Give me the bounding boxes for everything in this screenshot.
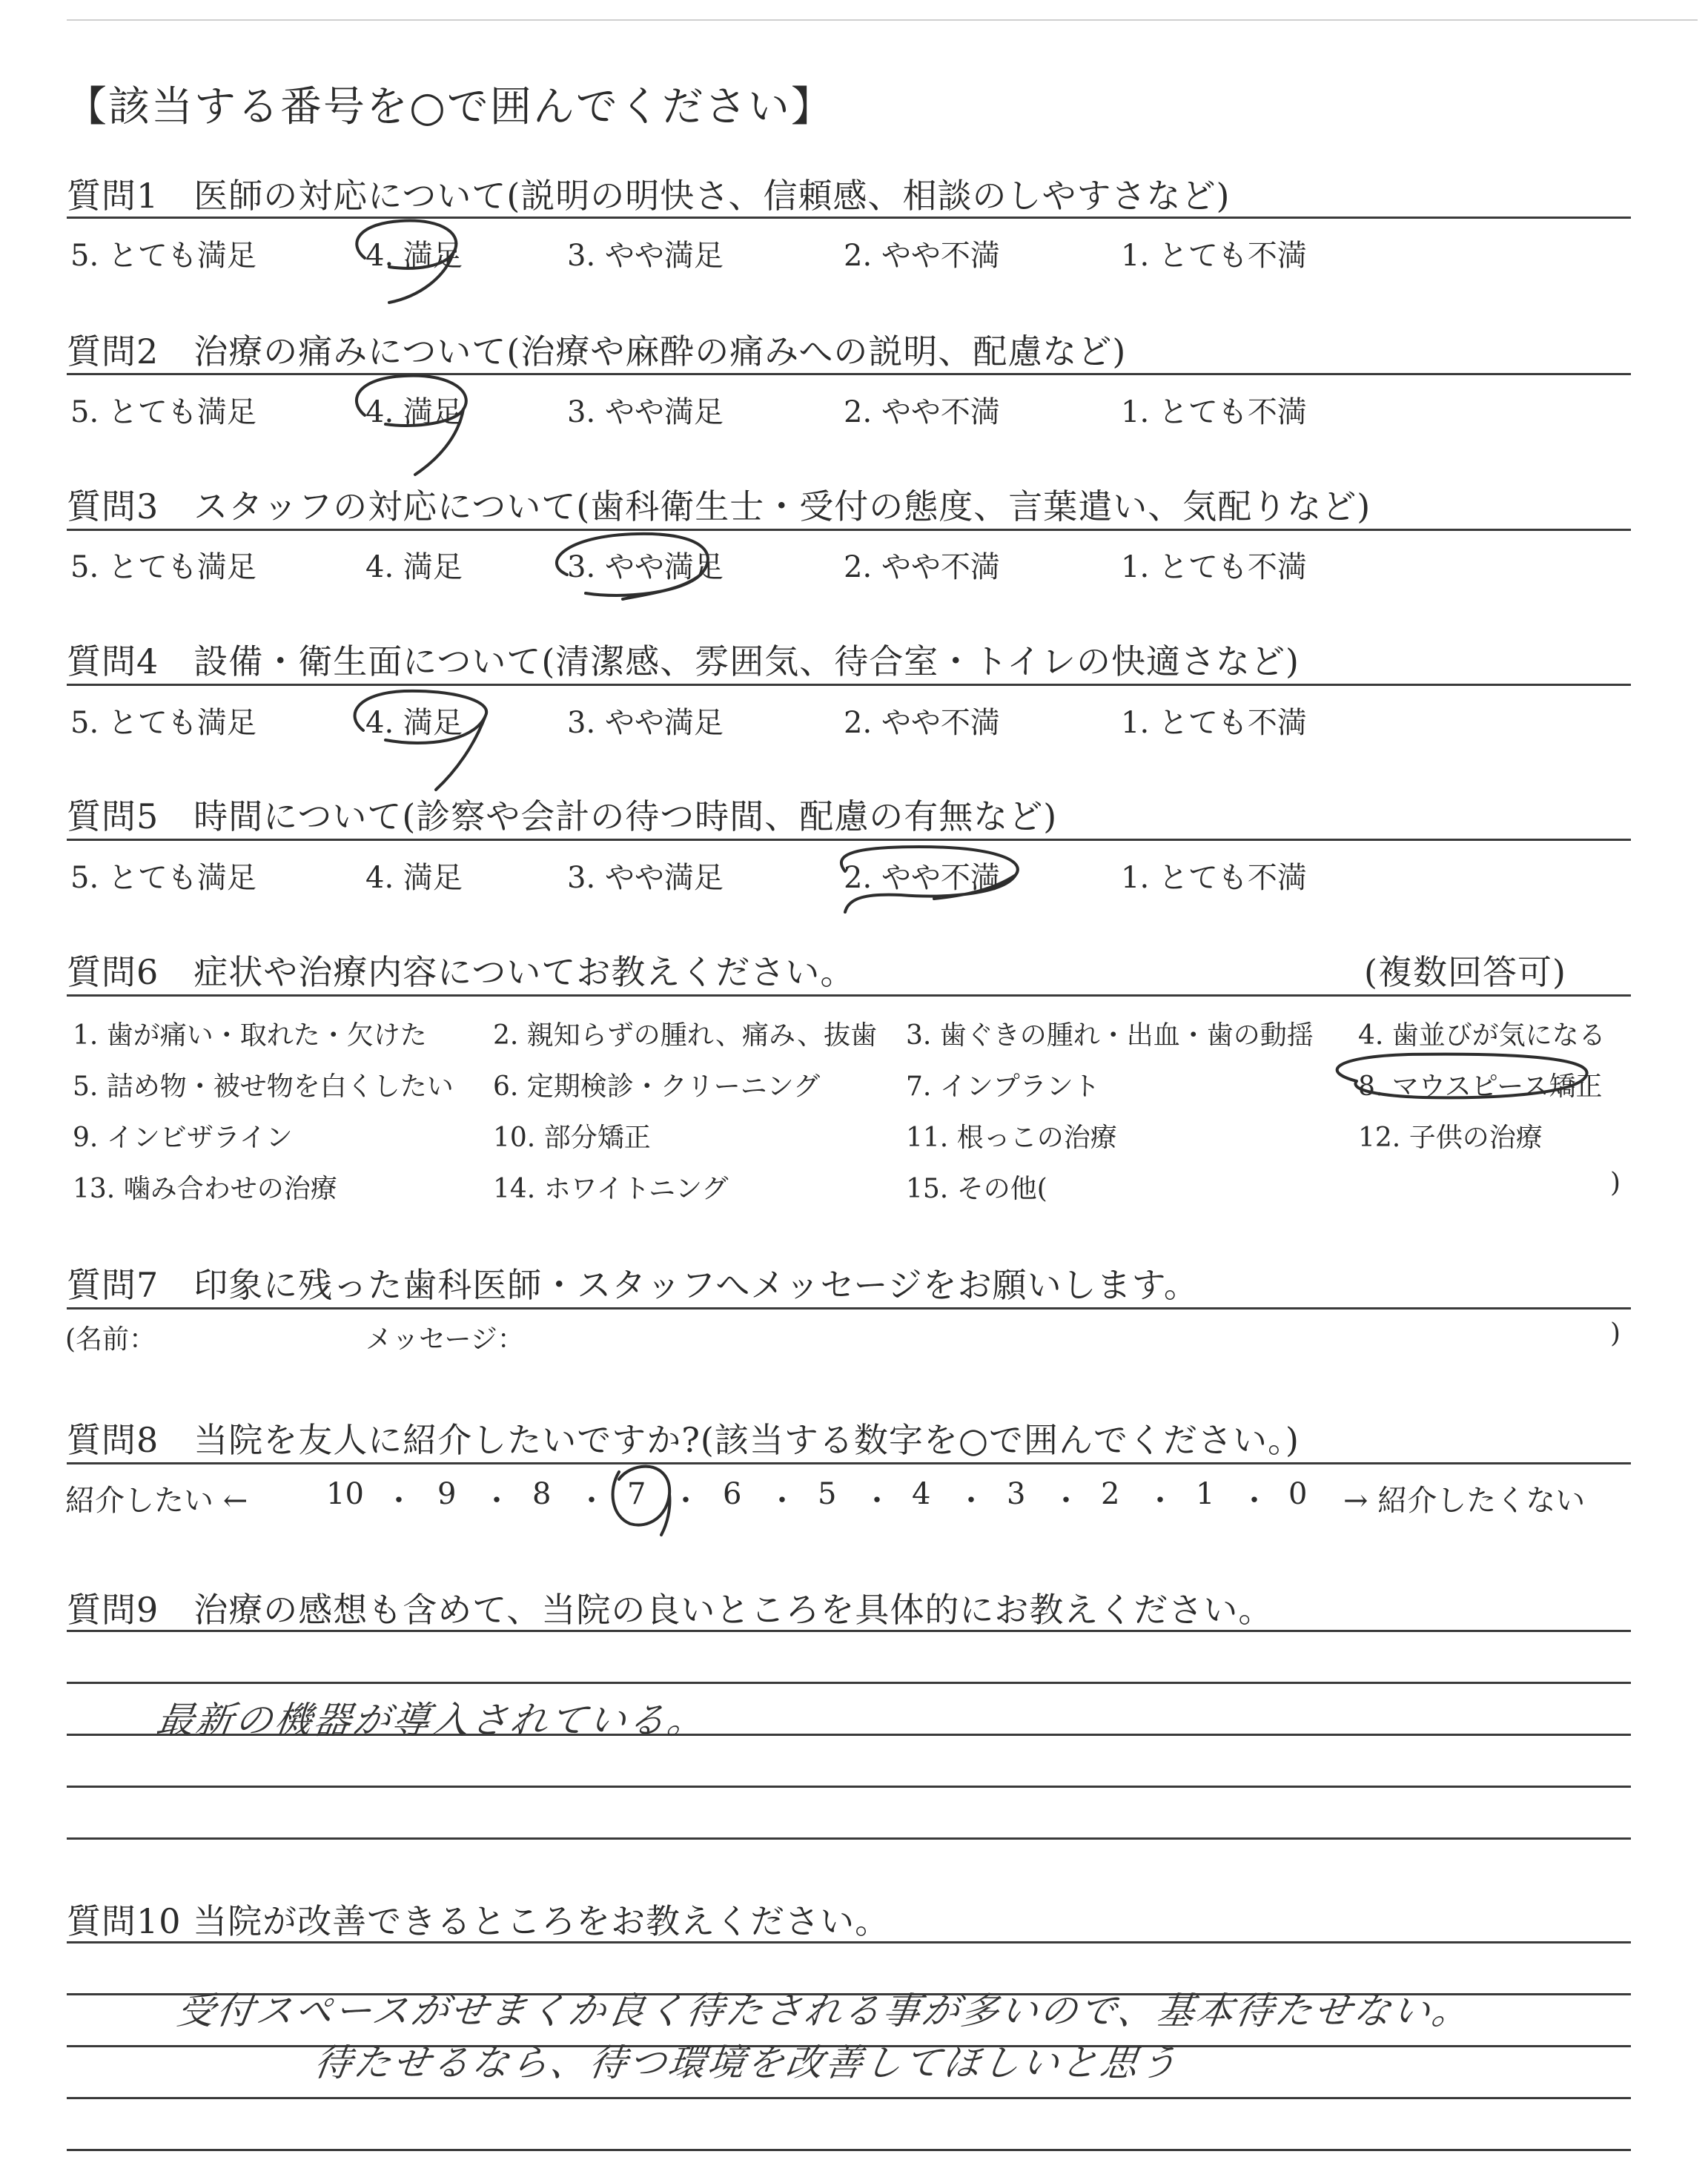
scale-separator: ・ <box>1239 1484 1269 1518</box>
question-heading: 質問8 当院を友人に紹介したいですか?(該当する数字を○で囲んでください。) <box>67 1420 1300 1460</box>
answer-line <box>67 1941 1631 1943</box>
symptom-option-10[interactable]: 10. 部分矯正 <box>493 1123 651 1153</box>
answer-line <box>67 1786 1631 1788</box>
question-rule <box>67 839 1631 841</box>
option-3[interactable]: 3. やや満足 <box>567 239 724 273</box>
scale-separator: ・ <box>956 1484 986 1518</box>
option-4[interactable]: 4. 満足 <box>365 706 463 740</box>
page-top-rule <box>67 19 1698 21</box>
handwritten-answer-line-1: 受付スペースがせまくか良く待たされる事が多いので、基本待たせない。 <box>174 1989 1475 2032</box>
scale-separator: ・ <box>767 1484 797 1518</box>
option-1[interactable]: 1. とても不満 <box>1121 861 1307 895</box>
symptom-option-14[interactable]: 14. ホワイトニング <box>493 1174 729 1204</box>
option-5[interactable]: 5. とても満足 <box>70 395 256 429</box>
scale-0[interactable]: 0 <box>1288 1477 1308 1511</box>
scale-separator: ・ <box>671 1484 701 1518</box>
option-5[interactable]: 5. とても満足 <box>70 550 256 584</box>
option-3[interactable]: 3. やや満足 <box>567 706 724 740</box>
answer-line <box>67 1837 1631 1840</box>
symptom-option-6[interactable]: 6. 定期検診・クリーニング <box>493 1071 821 1102</box>
scale-3[interactable]: 3 <box>1007 1477 1026 1511</box>
option-4[interactable]: 4. 満足 <box>365 239 463 273</box>
name-label: (名前： <box>65 1324 156 1355</box>
scale-separator: ・ <box>1145 1484 1175 1518</box>
option-2[interactable]: 2. やや不満 <box>844 861 1000 895</box>
option-5[interactable]: 5. とても満足 <box>70 861 256 895</box>
question-heading: 質問1 医師の対応について(説明の明快さ、信頼感、相談のしやすさなど) <box>67 176 1231 216</box>
message-label: メッセージ： <box>365 1324 524 1355</box>
scale-separator: ・ <box>577 1484 606 1518</box>
scale-4[interactable]: 4 <box>912 1477 931 1511</box>
option-3[interactable]: 3. やや満足 <box>567 861 724 895</box>
handwritten-answer-line-2: 待たせるなら、待つ環境を改善してほしいと思う <box>311 2041 1182 2084</box>
scale-10[interactable]: 10 <box>326 1477 364 1511</box>
scale-separator: ・ <box>384 1484 414 1518</box>
symptom-option-8[interactable]: 8. マウスピース矯正 <box>1358 1071 1603 1102</box>
question-rule <box>67 994 1631 997</box>
handwritten-answer: 最新の機器が導入されている。 <box>153 1699 710 1742</box>
option-1[interactable]: 1. とても不満 <box>1121 706 1307 740</box>
scale-separator: ・ <box>1051 1484 1081 1518</box>
question-heading: 質問4 設備・衛生面について(清潔感、雰囲気、待合室・トイレの快適さなど) <box>67 641 1300 681</box>
scale-8[interactable]: 8 <box>532 1477 552 1511</box>
option-3[interactable]: 3. やや満足 <box>567 550 724 584</box>
answer-line <box>67 1630 1631 1632</box>
symptom-option-11[interactable]: 11. 根っこの治療 <box>906 1123 1117 1153</box>
option-4[interactable]: 4. 満足 <box>365 550 463 584</box>
symptom-option-9[interactable]: 9. インビザライン <box>73 1123 293 1153</box>
question-heading: 質問2 治療の痛みについて(治療や麻酔の痛みへの説明、配慮など) <box>67 331 1127 371</box>
option-2[interactable]: 2. やや不満 <box>844 395 1000 429</box>
scale-6[interactable]: 6 <box>723 1477 742 1511</box>
scale-separator: ・ <box>862 1484 892 1518</box>
symptom-option-2[interactable]: 2. 親知らずの腫れ、痛み、抜歯 <box>493 1020 878 1051</box>
scale-2[interactable]: 2 <box>1101 1477 1120 1511</box>
page-title: 【該当する番号を○で囲んでください】 <box>65 83 834 131</box>
option-4[interactable]: 4. 満足 <box>365 861 463 895</box>
question-heading: 質問3 スタッフの対応について(歯科衛生士・受付の態度、言葉遣い、気配りなど) <box>67 486 1371 526</box>
question-rule <box>67 217 1631 219</box>
question-heading: 質問6 症状や治療内容についてお教えください。 <box>67 952 855 992</box>
option-4[interactable]: 4. 満足 <box>365 395 463 429</box>
recommend-right-label: → 紹介したくない <box>1343 1484 1586 1518</box>
symptom-option-3[interactable]: 3. 歯ぐきの腫れ・出血・歯の動揺 <box>906 1020 1314 1051</box>
scale-7[interactable]: 7 <box>627 1477 646 1511</box>
option-2[interactable]: 2. やや不満 <box>844 550 1000 584</box>
recommend-left-label: 紹介したい ← <box>65 1484 248 1518</box>
question-heading: 質問9 治療の感想も含めて、当院の良いところを具体的にお教えください。 <box>67 1590 1274 1630</box>
option-2[interactable]: 2. やや不満 <box>844 239 1000 273</box>
question-rule <box>67 684 1631 686</box>
symptom-option-13[interactable]: 13. 噛み合わせの治療 <box>73 1174 337 1204</box>
question-rule <box>67 1462 1631 1464</box>
question-heading: 質問5 時間について(診察や会計の待つ時間、配慮の有無など) <box>67 796 1058 836</box>
option-1[interactable]: 1. とても不満 <box>1121 550 1307 584</box>
question-heading: 質問7 印象に残った歯科医師・スタッフへメッセージをお願いします。 <box>67 1265 1199 1305</box>
option-5[interactable]: 5. とても満足 <box>70 239 256 273</box>
symptom-option-7[interactable]: 7. インプラント <box>906 1071 1100 1102</box>
scale-5[interactable]: 5 <box>818 1477 837 1511</box>
option-1[interactable]: 1. とても不満 <box>1121 239 1307 273</box>
question-rule <box>67 529 1631 531</box>
answer-line <box>67 2097 1631 2099</box>
answer-line <box>67 2149 1631 2151</box>
scale-separator: ・ <box>482 1484 512 1518</box>
multiple-answer-note: (複数回答可) <box>1364 952 1566 992</box>
question-rule <box>67 1307 1631 1309</box>
scale-1[interactable]: 1 <box>1196 1477 1215 1511</box>
question-rule <box>67 373 1631 375</box>
other-close-paren: ) <box>1610 1168 1621 1198</box>
symptom-option-5[interactable]: 5. 詰め物・被せ物を白くしたい <box>73 1071 454 1102</box>
question-heading: 質問10 当院が改善できるところをお教えください。 <box>67 1901 890 1941</box>
symptom-option-1[interactable]: 1. 歯が痛い・取れた・欠けた <box>73 1020 427 1051</box>
symptom-option-12[interactable]: 12. 子供の治療 <box>1358 1123 1543 1153</box>
message-close-paren: ) <box>1610 1318 1621 1349</box>
option-5[interactable]: 5. とても満足 <box>70 706 256 740</box>
symptom-option-4[interactable]: 4. 歯並びが気になる <box>1358 1020 1606 1051</box>
scale-9[interactable]: 9 <box>437 1477 457 1511</box>
symptom-option-15[interactable]: 15. その他( <box>906 1174 1047 1204</box>
answer-line <box>67 1682 1631 1684</box>
option-2[interactable]: 2. やや不満 <box>844 706 1000 740</box>
option-1[interactable]: 1. とても不満 <box>1121 395 1307 429</box>
option-3[interactable]: 3. やや満足 <box>567 395 724 429</box>
